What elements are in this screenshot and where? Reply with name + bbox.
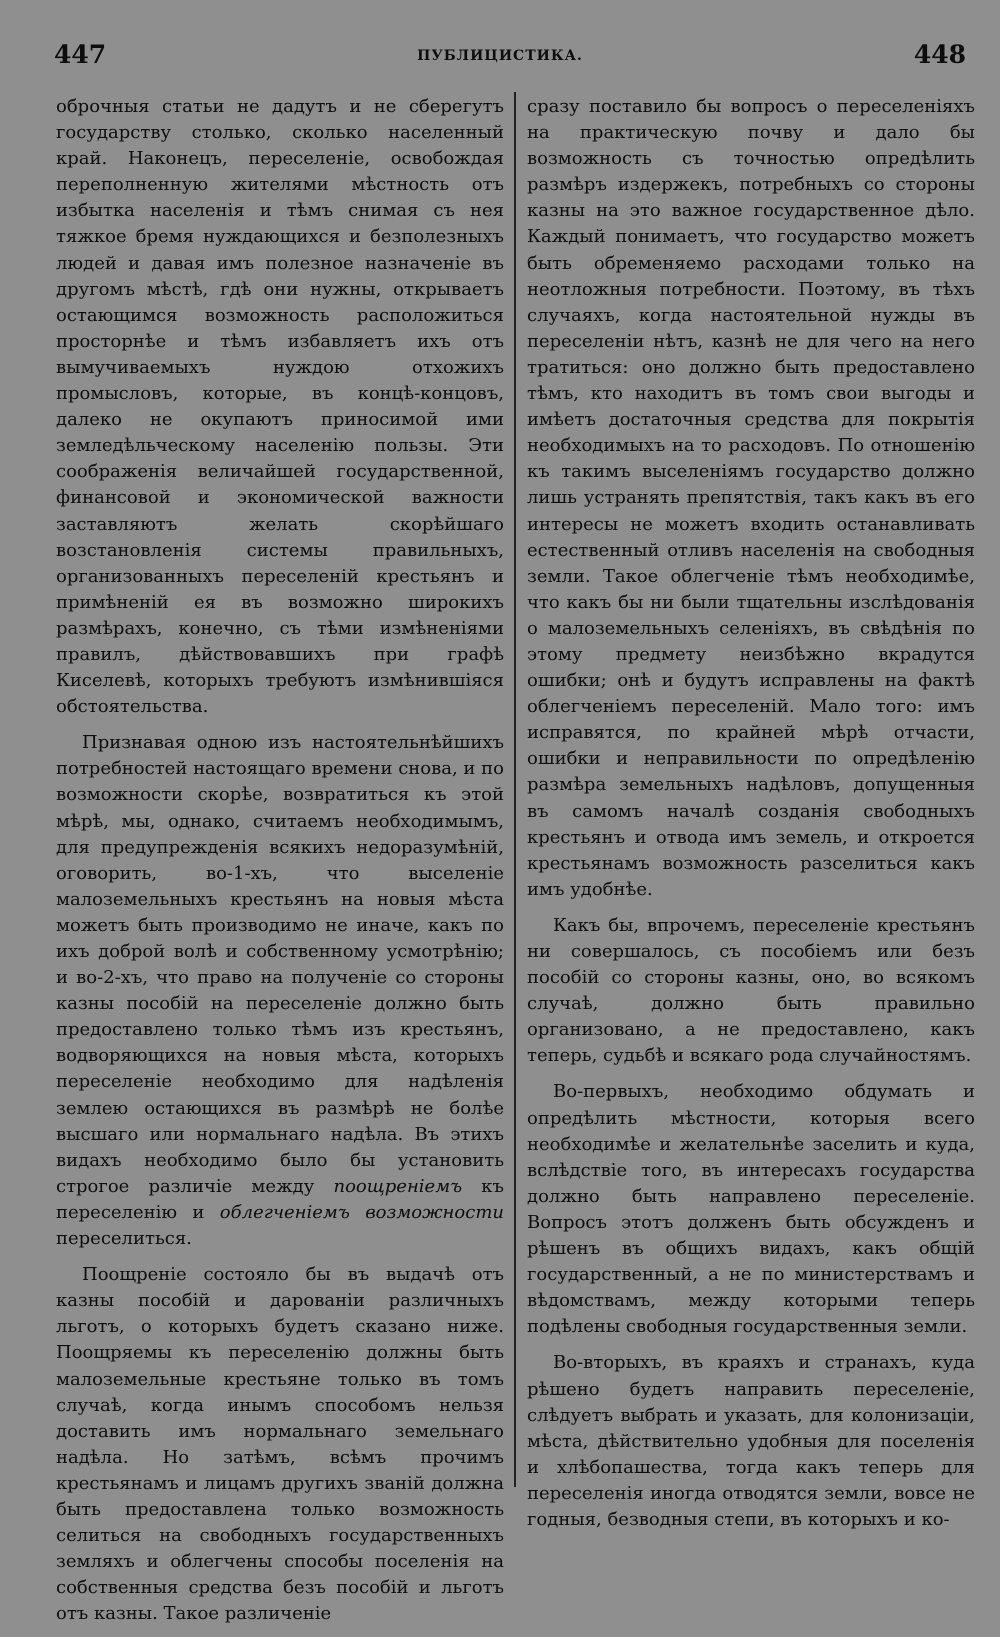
paragraph: оброчныя статьи не дадутъ и не сберегутъ государству столько, сколько населенный край. Наконецъ, переселеніе, освобождая переполненную жителями мѣстность отъ избытка населенія и тѣмъ снимая съ нея тяжкое бремя нуждающихся и безполезныхъ людей и давая имъ полезное назначеніе въ другомъ мѣстѣ, гдѣ они нужны, открываетъ остающимся возможность расположиться просторнѣе и тѣмъ избавляетъ ихъ отъ вымучиваемыхъ нуждою отхожихъ промысловъ, которые, въ концѣ-концовъ, далеко не окупаютъ приносимой ими земледѣльческому населенію пользы. Эти соображенія величайшей государственной, финансовой и экономической важности заставляютъ желать скорѣйшаго возстановленія системы правильныхъ, организованныхъ переселеній крестьянъ и примѣненій ея въ возможно широкихъ размѣрахъ, конечно, съ тѣми измѣненіями правилъ, дѣйствовавшихъ при графѣ Киселевѣ, которыхъ требуютъ измѣнившіяся обстоятельства. [56, 96, 504, 718]
paragraph: Поощреніе состояло бы въ выдачѣ отъ казны пособій и дарованіи различныхъ льготъ, о которыхъ будетъ сказано ниже. Поощряемы къ переселенію должны быть малоземельные крестьяне только въ томъ случаѣ, когда инымъ способомъ нельзя доставить имъ нормальнаго земельнаго надѣла. Но затѣмъ, всѣмъ прочимъ крестьянамъ и лицамъ другихъ званій должна быть предоставлена только возможность селиться на свободныхъ государственныхъ земляхъ и облегчены способы поселенія на собственныя средства безъ пособій и льготъ отъ казны. Такое различеніе [56, 1264, 504, 1625]
column-divider [514, 92, 516, 1487]
paragraph: сразу поставило бы вопросъ о переселеніяхъ на практическую почву и дало бы возможность съ точностью опредѣлить размѣръ издержекъ, потребныхъ со стороны казны на это важное государственное дѣло. Каждый понимаетъ, что государство можетъ быть обременяемо расходами только на неотложныя потребности. Поэтому, въ тѣхъ случаяхъ, когда настоятельной нужды въ переселеніи нѣтъ, казнѣ не для чего на него тратиться: оно должно быть предоставлено тѣмъ, кто находитъ въ томъ свои выгоды и имѣетъ достаточныя средства для покрытія необходимыхъ на то расходовъ. По отношенію къ такимъ выселеніямъ государство должно лишь устранять препятствія, такъ какъ въ его интересы не можетъ входить останавливать естественный отливъ населенія на свободныя земли. Такое облегченіе тѣмъ необходимѣе, что какъ бы ни были тщательны изслѣдованія о малоземельныхъ селеніяхъ, въ свѣдѣнія по этому предмету неизбѣжно вкрадутся ошибки; онѣ и будутъ исправлены на фактѣ облегченіемъ переселеній. Мало того: имъ исправятся, по крайней мѣрѣ отчасти, ошибки и неправильности по опредѣленію размѣра земельныхъ надѣловъ, допущенныя въ самомъ началѣ созданія свободныхъ крестьянъ и отвода имъ земель, и откроется крестьянамъ возможность разселиться какъ имъ удобнѣе. [527, 96, 975, 900]
paragraph: Какъ бы, впрочемъ, переселеніе крестьянъ ни совершалось, съ пособіемъ или безъ пособій со стороны казны, оно, во всякомъ случаѣ, должно быть правильно организовано, а не предоставлено, какъ теперь, судьбѣ и всякаго рода случайностямъ. [527, 914, 975, 1067]
page-header [0, 38, 1000, 78]
emphasis: поощреніемъ [333, 1175, 463, 1197]
running-title: ПУБЛИЦИСТИКА. [417, 48, 583, 64]
paragraph: Признавая одною изъ настоятельнѣйшихъ потребностей настоящаго времени снова, и по возможности скорѣе, возвратиться къ этой мѣрѣ, мы, однако, считаемъ необходимымъ, для предупрежденія всякихъ недоразумѣній, оговорить, во-1-хъ, что выселеніе малоземельныхъ крестьянъ на новыя мѣста можетъ быть производимо не иначе, какъ по ихъ доброй волѣ и собственному усмотрѣнію; и во-2-хъ, что право на полученіе со стороны казны пособій на переселеніе должно быть предоставлено только тѣмъ изъ крестьянъ, водворяющихся на новыя мѣста, которыхъ переселеніе необходимо для надѣленія землею остающихся въ размѣрѣ не болѣе высшаго или нормальнаго надѣла. Въ этихъ видахъ необходимо было бы установить строгое различіе между поощреніемъ къ переселенію и облегченіемъ возможности переселиться. [56, 732, 504, 1250]
paragraph: Во-первыхъ, необходимо обдумать и опредѣлить мѣстности, которыя всего необходимѣе и желательнѣе заселить и куда, вслѣдствіе того, въ интересахъ государства должно быть направлено переселеніе. Вопросъ этотъ долженъ быть обсужденъ и рѣшенъ въ общихъ видахъ, какъ общій государственный, а не по министерствамъ и вѣдомствамъ, между которыми теперь подѣлены свободныя государственныя земли. [527, 1081, 975, 1338]
emphasis: облегченіемъ возможности [219, 1201, 504, 1223]
text-column-right [527, 94, 975, 1543]
paragraph: Во-вторыхъ, въ краяхъ и странахъ, куда рѣшено будетъ направить переселеніе, слѣдуетъ выбрать и указать, для колонизаціи, мѣста, дѣйствительно удобныя для поселенія и хлѣбопашества, тогда какъ теперь для переселенія иногда отводятся земли, вовсе не годныя, безводныя степи, въ которыхъ и ко- [527, 1352, 975, 1530]
page-number-left: 447 [54, 40, 107, 69]
page-number-right: 448 [913, 40, 966, 69]
text-column-left [56, 94, 504, 1637]
